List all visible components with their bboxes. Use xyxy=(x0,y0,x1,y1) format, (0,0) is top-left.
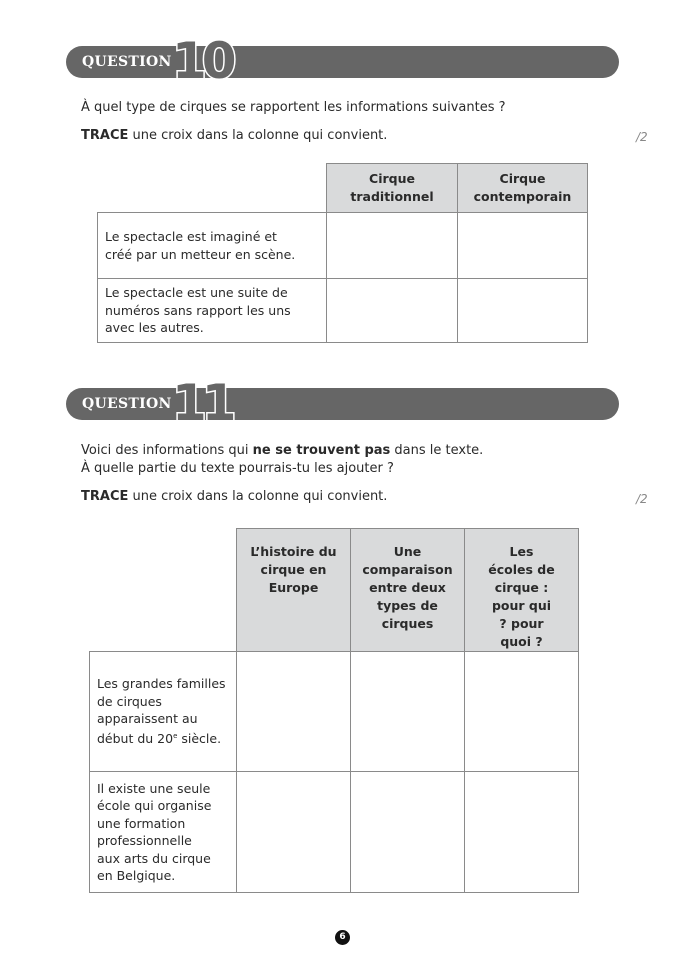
row-label: Il existe une seule école qui organise une formation professionnelle aux arts du cirque en Belgique. xyxy=(90,772,237,893)
question-10-banner xyxy=(66,32,619,90)
answer-cell[interactable] xyxy=(237,772,351,893)
row-text: Les grandes familles de cirques apparaissent au début du 20 xyxy=(97,676,226,747)
superscript: e xyxy=(173,731,178,740)
prompt-text: Voici des informations qui xyxy=(81,443,253,458)
column-header: Cirque contemporain xyxy=(458,164,588,213)
question-11-prompt-2: À quelle partie du texte pourrais-tu les ajouter ? xyxy=(81,461,394,476)
page-number: 6 xyxy=(335,930,350,945)
question-10-instruction xyxy=(81,128,387,143)
answer-cell[interactable] xyxy=(458,213,588,279)
prompt-text: dans le texte. xyxy=(390,443,484,458)
answer-cell[interactable] xyxy=(465,772,579,893)
column-header: Cirque traditionnel xyxy=(327,164,458,213)
question-label: QUESTION xyxy=(82,54,172,70)
column-header: L’histoire du cirque en Europe xyxy=(237,529,351,652)
answer-cell[interactable] xyxy=(237,652,351,772)
question-11-table xyxy=(89,528,579,893)
answer-cell[interactable] xyxy=(327,213,458,279)
column-header: Les écoles de cirque : pour qui ? pour quoi ? xyxy=(465,529,579,652)
table-row xyxy=(90,652,579,772)
question-label: QUESTION xyxy=(82,396,172,412)
row-label: Le spectacle est imaginé et créé par un metteur en scène. xyxy=(98,213,327,279)
answer-cell[interactable] xyxy=(458,279,588,343)
question-10-score: /2 xyxy=(636,130,648,144)
instruction-text: une croix dans la colonne qui convient. xyxy=(128,489,388,504)
row-label xyxy=(90,652,237,772)
column-header: Une comparaison entre deux types de cirques xyxy=(351,529,465,652)
answer-cell[interactable] xyxy=(351,772,465,893)
table-row xyxy=(90,772,579,893)
question-11-banner xyxy=(66,374,619,432)
question-10-prompt: À quel type de cirques se rapportent les informations suivantes ? xyxy=(81,100,506,115)
question-11-score: /2 xyxy=(636,492,648,506)
question-11-instruction xyxy=(81,489,387,504)
answer-cell[interactable] xyxy=(327,279,458,343)
instruction-verb: TRACE xyxy=(81,128,129,143)
answer-cell[interactable] xyxy=(351,652,465,772)
question-number: 10 xyxy=(172,32,232,90)
table-row xyxy=(98,279,588,343)
instruction-text: une croix dans la colonne qui convient. xyxy=(128,128,388,143)
question-11-prompt xyxy=(81,443,483,458)
answer-cell[interactable] xyxy=(465,652,579,772)
prompt-emphasis: ne se trouvent pas xyxy=(252,443,391,458)
table-corner xyxy=(90,529,237,652)
row-label: Le spectacle est une suite de numéros sans rapport les uns avec les autres. xyxy=(98,279,327,343)
question-number: 11 xyxy=(172,374,232,432)
table-corner xyxy=(98,164,327,213)
table-row xyxy=(98,213,588,279)
instruction-verb: TRACE xyxy=(81,489,129,504)
row-text: siècle. xyxy=(177,731,222,747)
question-10-table xyxy=(97,163,588,343)
